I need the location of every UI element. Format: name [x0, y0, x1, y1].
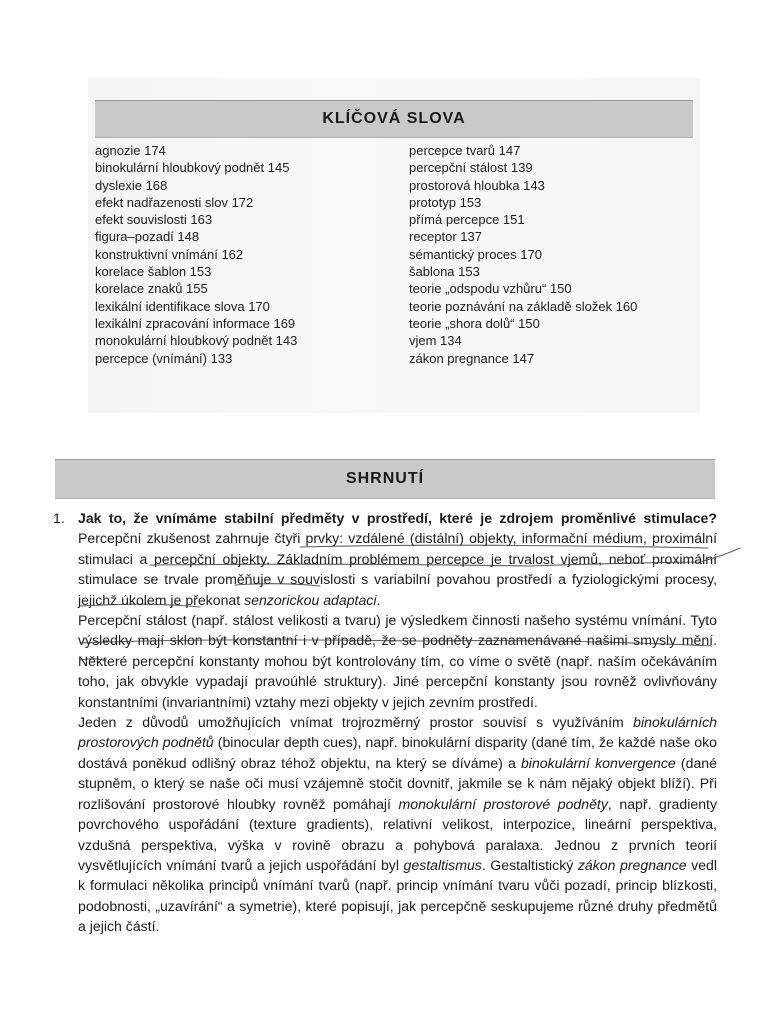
keyword-item: lexikální zpracování informace 169: [95, 315, 296, 331]
paragraph-text: .: [376, 591, 381, 608]
keyword-item: šablona 153: [409, 264, 480, 280]
keyword-item: lexikální identifikace slova 170: [95, 298, 270, 314]
term-italic: senzorickou adaptaci: [244, 591, 377, 608]
summary-header-bar: [55, 459, 715, 499]
term-italic: monokulární prostorové podněty: [398, 795, 608, 812]
keyword-item: přímá percepce 151: [409, 212, 525, 228]
keyword-item: efekt souvislosti 163: [95, 212, 213, 228]
keyword-item: percepční stálost 139: [409, 160, 533, 176]
summary-paragraph-1: [78, 508, 717, 610]
keyword-item: zákon pregnance 147: [409, 350, 535, 366]
keyword-item: percepce (vnímání) 133: [95, 350, 233, 366]
keyword-item: teorie „odspodu vzhůru“ 150: [409, 281, 572, 297]
keyword-item: dyslexie 168: [95, 177, 168, 193]
keyword-item: konstruktivní vnímání 162: [95, 246, 244, 262]
keyword-item: agnozie 174: [95, 143, 166, 158]
term-italic: gestaltismus: [403, 856, 482, 873]
keyword-item: korelace znaků 155: [95, 281, 208, 297]
item-number: 1.: [53, 510, 65, 526]
keyword-item: prototyp 153: [409, 194, 482, 210]
keyword-item: vjem 134: [409, 333, 462, 349]
term-italic: binokulární konvergence: [520, 754, 676, 771]
question-text: Jak to, že vnímáme stabilní předměty v prostředí, které je zdrojem proměnlivé stimulace?: [78, 510, 717, 526]
keyword-item: figura–pozadí 148: [95, 229, 200, 245]
keywords-left-column: [95, 142, 395, 367]
keywords-heading: KLÍČOVÁ SLOVA: [322, 110, 466, 127]
keyword-item: teorie poznávání na základě složek 160: [409, 298, 638, 314]
paragraph-text: (binocular depth cues), např. binokulární disparity (dané tím, že každé naše oko dostává poněkud odlišný obraz téhož objektu, na který se díváme) a: [78, 734, 717, 771]
summary-paragraph-3: [78, 712, 717, 936]
keyword-item: receptor 137: [409, 229, 482, 245]
summary-paragraph-2: Percepční stálost (např. stálost velikosti a tvaru) je výsledkem činnosti našeho systému vnímání. Tyto výsledky mají sklon být konstantní i v případě, že se podněty zaznamenávané našimi smysly mění. Některé percepční konstanty mohou být kontrolovány tím, co víme o světě (např. naším očekáváním toho, jak obvykle vypadají pravoúhlé struktury). Jiné percepční konstanty jsou rovněž ovlivňovány konstantními (invariantními) vztahy mezi objekty v jejich zevním prostředí.: [78, 612, 717, 710]
keyword-item: sémantický proces 170: [409, 246, 542, 262]
keywords-header-bar: [95, 100, 693, 138]
summary-section: [53, 508, 717, 937]
keyword-item: binokulární hloubkový podnět 145: [95, 160, 290, 176]
summary-body: [78, 508, 717, 937]
keywords-right-column: [409, 142, 699, 367]
keyword-item: korelace šablon 153: [95, 264, 212, 280]
keyword-item: prostorová hloubka 143: [409, 177, 545, 193]
keyword-item: monokulární hloubkový podnět 143: [95, 333, 298, 349]
keyword-item: efekt nadřazenosti slov 172: [95, 194, 254, 210]
term-italic: zákon pregnance: [577, 856, 687, 873]
paragraph-text: (dané stupněm, o který se naše oči musí vzájemně stočit dovnitř, jakmile se k nám nějaký objekt blíží). Při rozlišování prostorové hloubky rovněž pomáhají: [78, 754, 717, 812]
summary-heading: SHRNUTÍ: [345, 470, 425, 487]
paragraph-text: , např. gradienty povrchového uspořádání (texture gradients), relativní velikost, interpozice, lineární perspektiva, vzdušná perspektiva, výška v rovině obrazu a pohybová paralaxa. Jednou z prvních teorií vysvětlujících vnímání tvarů a jejich uspořádání byl: [78, 795, 718, 873]
keyword-item: teorie „shora dolů“ 150: [409, 315, 540, 331]
paragraph-text: vedl k formulaci několika principů vnímání tvarů (např. princip vnímání tvaru vůči pozadí, princip blízkosti, podobnosti, „uzavírání“ a symetrie), které popisují, jak percepčně seskupujeme různé druhy předmětů a jejich částí.: [78, 856, 717, 935]
paragraph-text: Percepční zkušenost zahrnuje čtyři prvky: vzdálené (distální) objekty, informační médium, proximální stimulaci a percepční objekty. Základním problémem percepce je trvalost vjemů, neboť proximální stimulace se trvale proměňuje v souvislosti s variabilní povahou prostředí a fyziologickými procesy, jejichž úkolem je překonat: [78, 530, 717, 608]
paragraph-text: Jeden z důvodů umožňujících vnímat trojrozměrný prostor souvisí s využíváním: [78, 714, 634, 731]
term-italic: binokulárních prostorových podnětů: [78, 714, 717, 751]
paragraph-text: . Gestaltistický: [481, 856, 578, 873]
keyword-item: percepce tvarů 147: [409, 143, 521, 158]
